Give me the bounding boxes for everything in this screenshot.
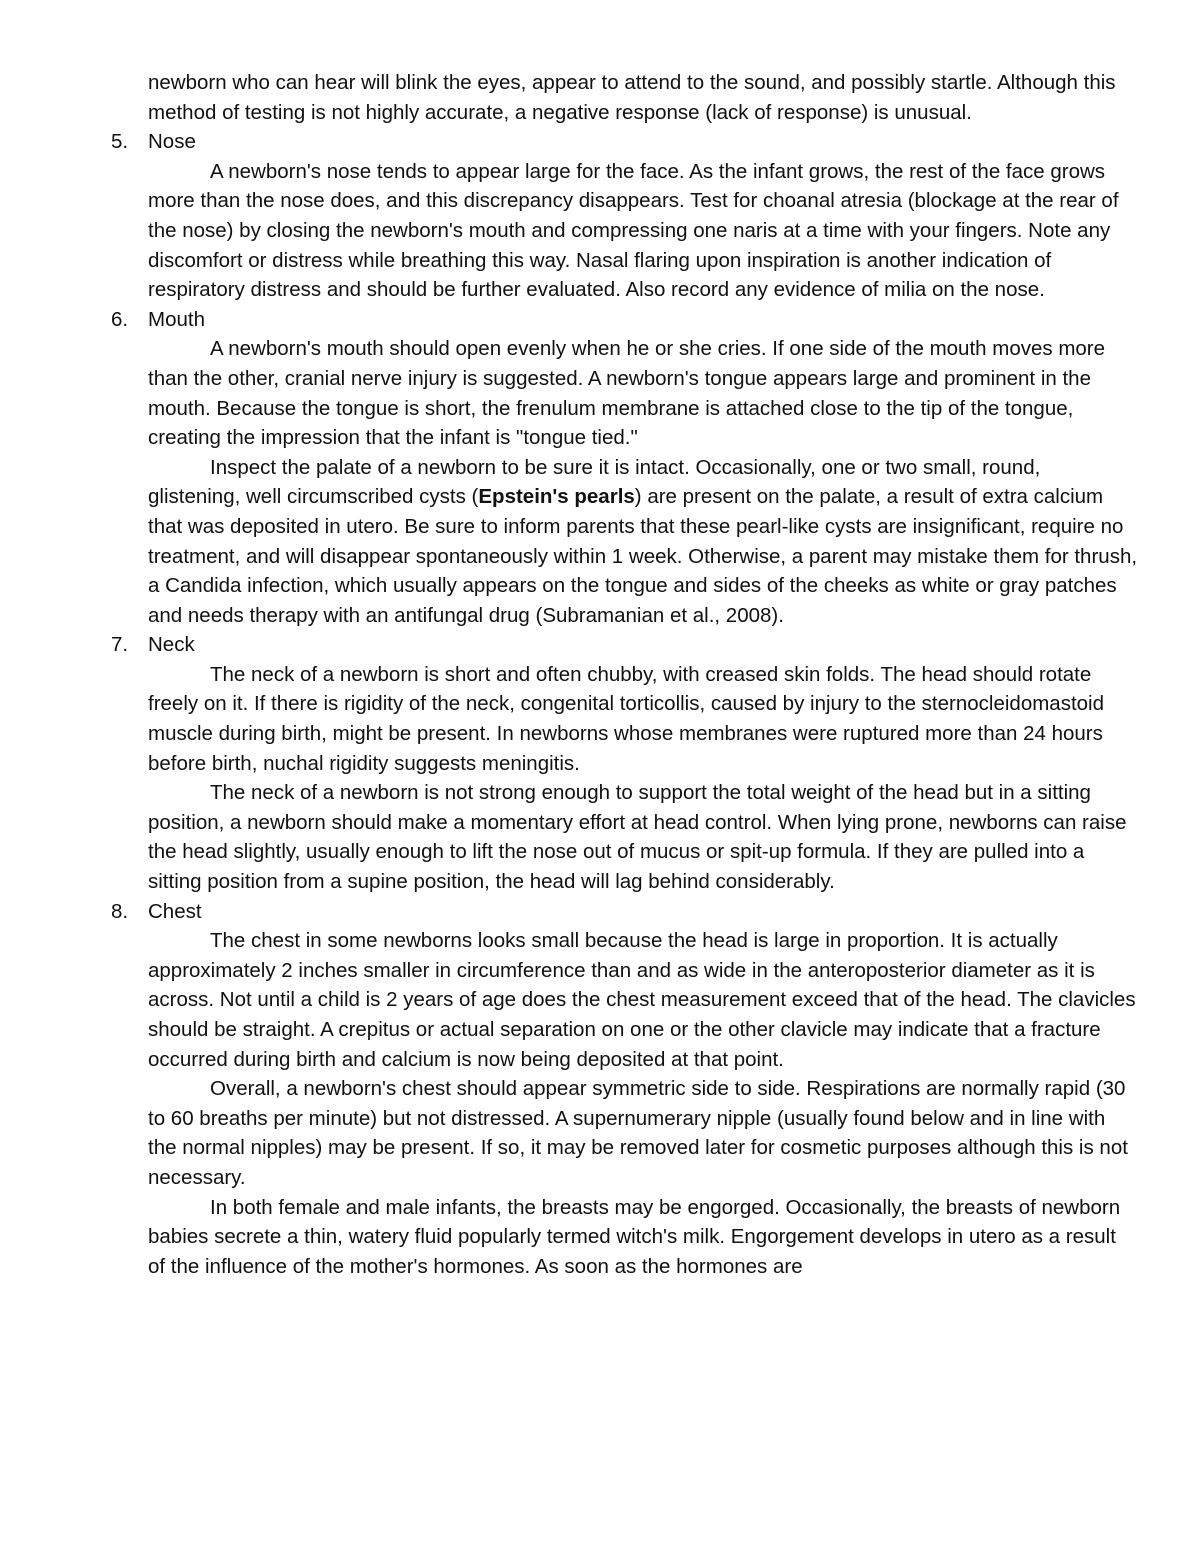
- neck-paragraph-1: The neck of a newborn is short and often chubby, with creased skin folds. The head should rotate freely on it. If there is rigidity of the neck, congenital torticollis, caused by injury to the sternocleidomastoid muscle during birth, might be present. In newborns whose membranes were ruptured more than 24 hours before birth, nuchal rigidity suggests meningitis.: [148, 662, 1105, 775]
- section-heading-nose: [111, 127, 1138, 157]
- neck-paragraph-2: The neck of a newborn is not strong enough to support the total weight of the head but in a sitting position, a newborn should make a momentary effort at head control. When lying prone, newborns can raise the head slightly, usually enough to lift the nose out of mucus or spit-up formula. If they are pulled into a sitting position from a supine position, the head will lag behind considerably.: [148, 781, 1127, 894]
- section-heading-chest: [111, 897, 1138, 927]
- nose-paragraph-1: A newborn's nose tends to appear large for the face. As the infant grows, the rest of the face grows more than the nose does, and this discrepancy disappears. Test for choanal atresia (blockage at the rear of the nose) by closing the newborn's mouth and compressing one naris at a time with your fingers. Note any discomfort or distress while breathing this way. Nasal flaring upon inspiration is another indication of respiratory distress and should be further evaluated. Also record any evidence of milia on the nose.: [148, 159, 1119, 302]
- section-number: 6.: [111, 307, 129, 331]
- section-number: 5.: [111, 130, 129, 154]
- section-heading-mouth: [111, 305, 1138, 335]
- section-heading-neck: [111, 630, 1138, 660]
- section-title: Chest: [148, 899, 202, 923]
- mouth-p2-text-after: ) are present on the palate, a result of extra calcium that was deposited in utero. Be sure to inform parents that these pearl-like cysts are insignificant, require no treatment, and will disappear spontaneously within 1 week. Otherwise, a parent may mistake them for thrush, a Candida infection, which usually appears on the tongue and sides of the cheeks as white or gray patches and needs therapy with an antifungal drug (Subramanian et al., 2008).: [148, 485, 1138, 627]
- mouth-paragraph-1: A newborn's mouth should open evenly when he or she cries. If one side of the mouth moves more than the other, cranial nerve injury is suggested. A newborn's tongue appears large and prominent in the mouth. Because the tongue is short, the frenulum membrane is attached close to the tip of the tongue, creating the impression that the infant is "tongue tied.": [148, 337, 1106, 450]
- chest-paragraph-3: In both female and male infants, the breasts may be engorged. Occasionally, the breasts of newborn babies secrete a thin, watery fluid popularly termed witch's milk. Engorgement develops in utero as a result of the influence of the mother's hormones. As soon as the hormones are: [148, 1195, 1121, 1278]
- mouth-p2-text-before: Inspect the palate of a newborn to be sure it is intact. Occasionally, one or two small, round, glistening, well circumscribed cysts (: [148, 455, 1041, 509]
- chest-paragraph-2: Overall, a newborn's chest should appear symmetric side to side. Respirations are normally rapid (30 to 60 breaths per minute) but not distressed. A supernumerary nipple (usually found below and in line with the normal nipples) may be present. If so, it may be removed later for cosmetic purposes although this is not necessary.: [148, 1077, 1128, 1189]
- section-number: 8.: [111, 899, 129, 923]
- section-title: Nose: [148, 130, 196, 154]
- mouth-paragraph-2: [148, 453, 1138, 631]
- epsteins-pearls-term: Epstein's pearls: [478, 485, 635, 509]
- section-title: Mouth: [148, 307, 205, 331]
- chest-paragraph-1: The chest in some newborns looks small because the head is large in proportion. It is actually approximately 2 inches smaller in circumference than and as wide in the anteroposterior diameter as it is across. Not until a child is 2 years of age does the chest measurement exceed that of the head. The clavicles should be straight. A crepitus or actual separation on one or the other clavicle may indicate that a fracture occurred during birth and calcium is now being deposited at that point.: [148, 929, 1136, 1071]
- section-title: Neck: [148, 633, 195, 657]
- document-page: [111, 68, 1138, 1281]
- section-number: 7.: [111, 633, 129, 657]
- intro-paragraph: newborn who can hear will blink the eyes, appear to attend to the sound, and possibly startle. Although this method of testing is not highly accurate, a negative response (lack of response) is unusual.: [148, 71, 1116, 124]
